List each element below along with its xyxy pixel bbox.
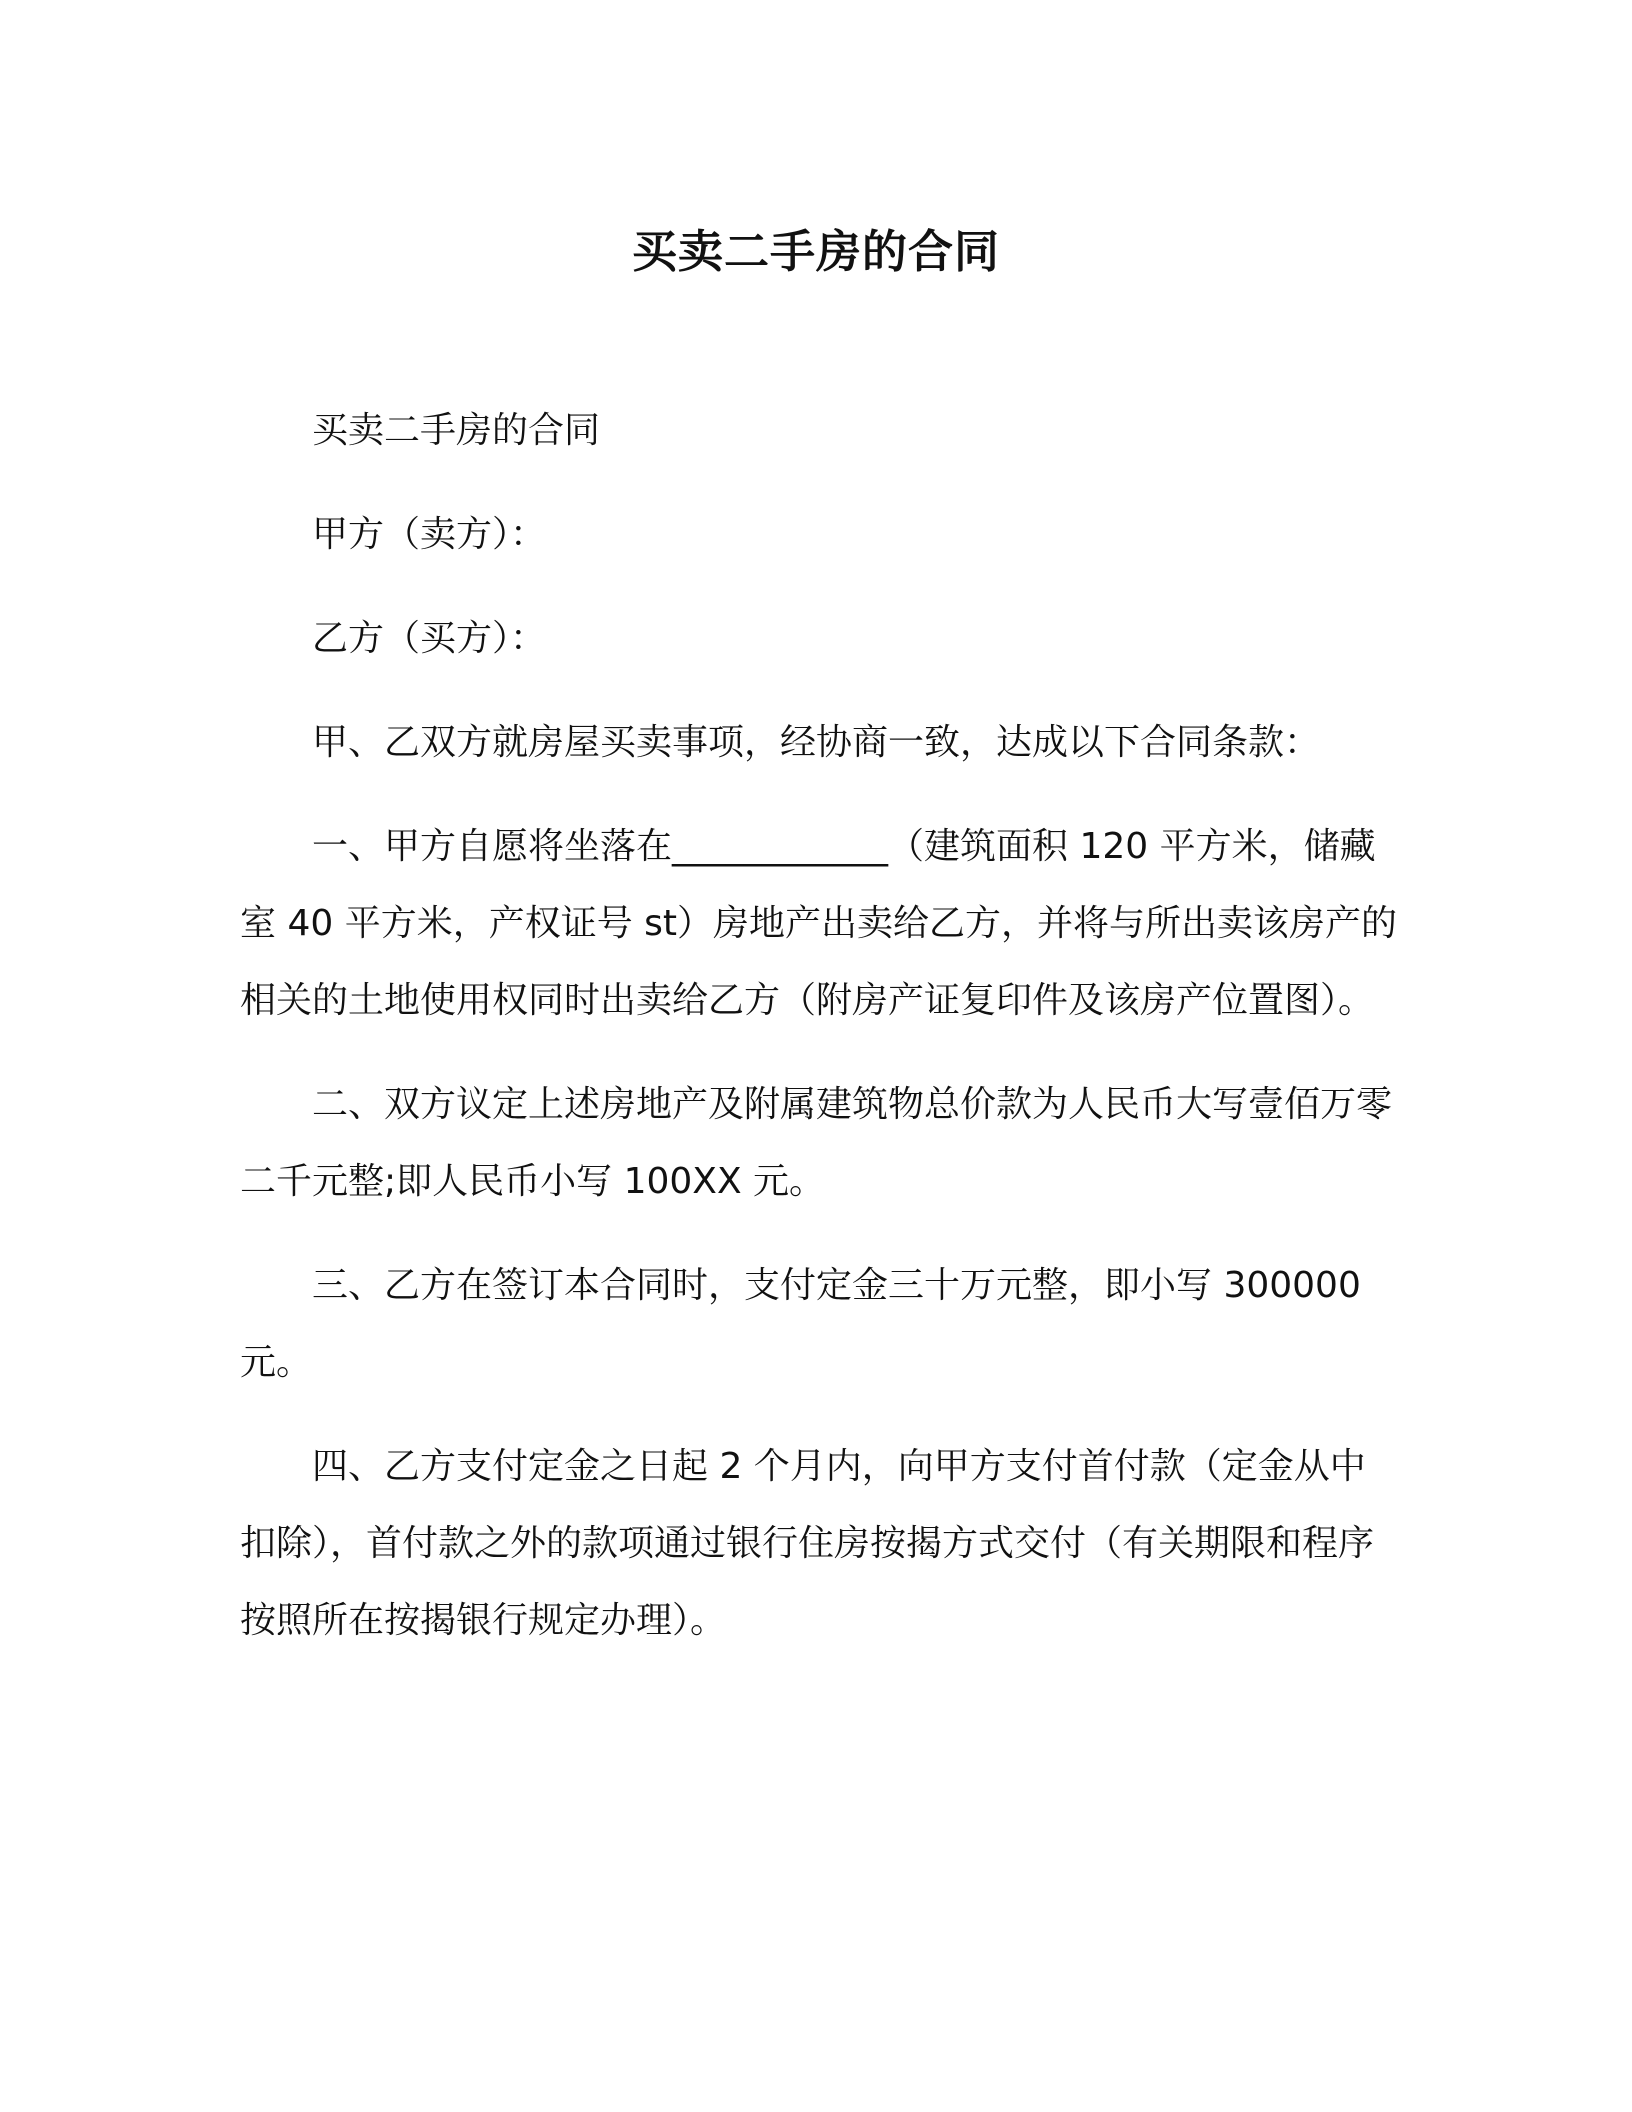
paragraph-clause-4: 四、乙方支付定金之日起 2 个月内，向甲方支付首付款（定金从中扣除），首付款之外的款项通过银行住房按揭方式交付（有关期限和程序按照所在按揭银行规定办理）。 bbox=[240, 1446, 1375, 1641]
paragraph-clause-3: 三、乙方在签订本合同时，支付定金三十万元整，即小写 300000 元。 bbox=[240, 1265, 1361, 1383]
paragraph-heading: 买卖二手房的合同 bbox=[312, 410, 601, 451]
paragraph-clause-1: 一、甲方自愿将坐落在____________（建筑面积 120 平方米，储藏室 40 平方米，产权证号 st）房地产出卖给乙方，并将与所出卖该房产的相关的土地使用权同时出卖给乙方（附房产证复印件及该房产位置图）。 bbox=[240, 826, 1398, 1021]
document-title: 买卖二手房的合同 bbox=[631, 225, 1000, 278]
paragraph-clause-2: 二、双方议定上述房地产及附属建筑物总价款为人民币大写壹佰万零二千元整;即人民币小写 100XX 元。 bbox=[240, 1084, 1393, 1202]
paragraph-party-b: 乙方（买方）： bbox=[312, 618, 547, 659]
paragraph-party-a: 甲方（卖方）： bbox=[312, 514, 547, 555]
paragraph-agreement-intro: 甲、乙双方就房屋买卖事项，经协商一致，达成以下合同条款： bbox=[312, 722, 1321, 763]
document-body bbox=[240, 392, 1398, 1686]
